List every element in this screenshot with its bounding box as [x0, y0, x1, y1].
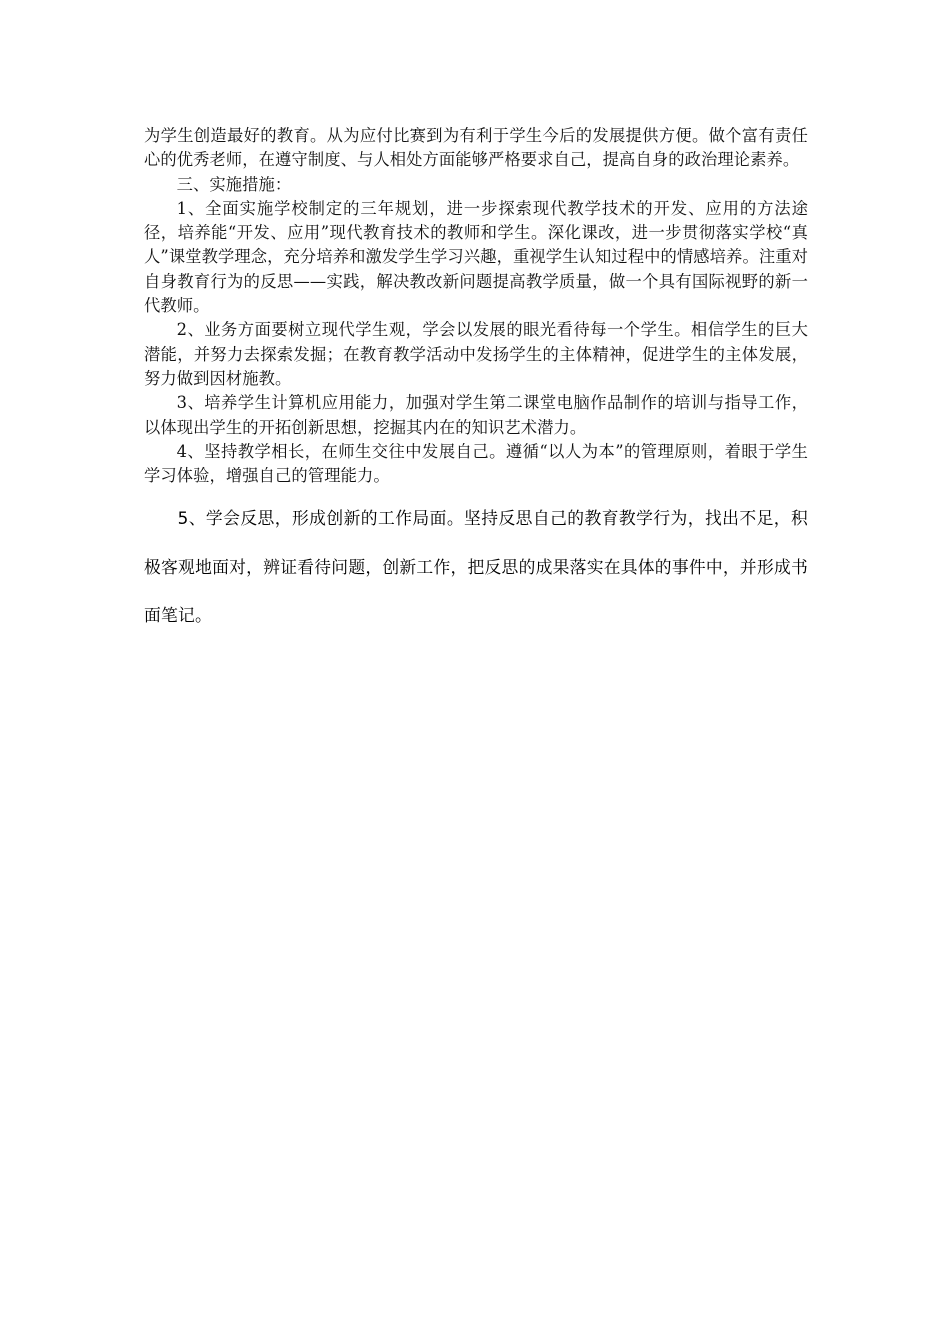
document-body [144, 124, 808, 640]
section-heading-measures: 三、实施措施： [176, 174, 292, 194]
paragraph-intro: 为学生创造最好的教育。从为应付比赛到为有利于学生今后的发展提供方便。做个富有责任心的优秀老师，在遵守制度、与人相处方面能够严格要求自己，提高自身的政治理论素养。 [144, 126, 808, 170]
paragraph-measure-4: 4、坚持教学相长，在师生交往中发展自己。遵循“以人为本”的管理原则，着眼于学生学习体验，增强自己的管理能力。 [144, 441, 808, 486]
paragraph-measure-2: 2、业务方面要树立现代学生观，学会以发展的眼光看待每一个学生。相信学生的巨大潜能，并努力去探索发掘；在教育教学活动中发扬学生的主体精神，促进学生的主体发展，努力做到因材施教。 [144, 320, 808, 388]
paragraph-measure-3: 3、培养学生计算机应用能力，加强对学生第二课堂电脑作品制作的培训与指导工作，以体现出学生的开拓创新思想，挖掘其内在的知识艺术潜力。 [144, 393, 808, 437]
paragraph-measure-1: 1、全面实施学校制定的三年规划，进一步探索现代教学技术的开发、应用的方法途径，培养能“开发、应用”现代教育技术的教师和学生。深化课改，进一步贯彻落实学校“真人”课堂教学理念，充分培养和激发学生学习兴趣，重视学生认知过程中的情感培养。注重对自身教育行为的反思——实践，解决教改新问题提高教学质量，做一个具有国际视野的新一代教师。 [144, 198, 808, 316]
paragraph-measure-5: 5、学会反思，形成创新的工作局面。坚持反思自己的教育教学行为，找出不足，积极客观地面对，辨证看待问题，创新工作，把反思的成果落实在具体的事件中，并形成书面笔记。 [144, 508, 808, 626]
